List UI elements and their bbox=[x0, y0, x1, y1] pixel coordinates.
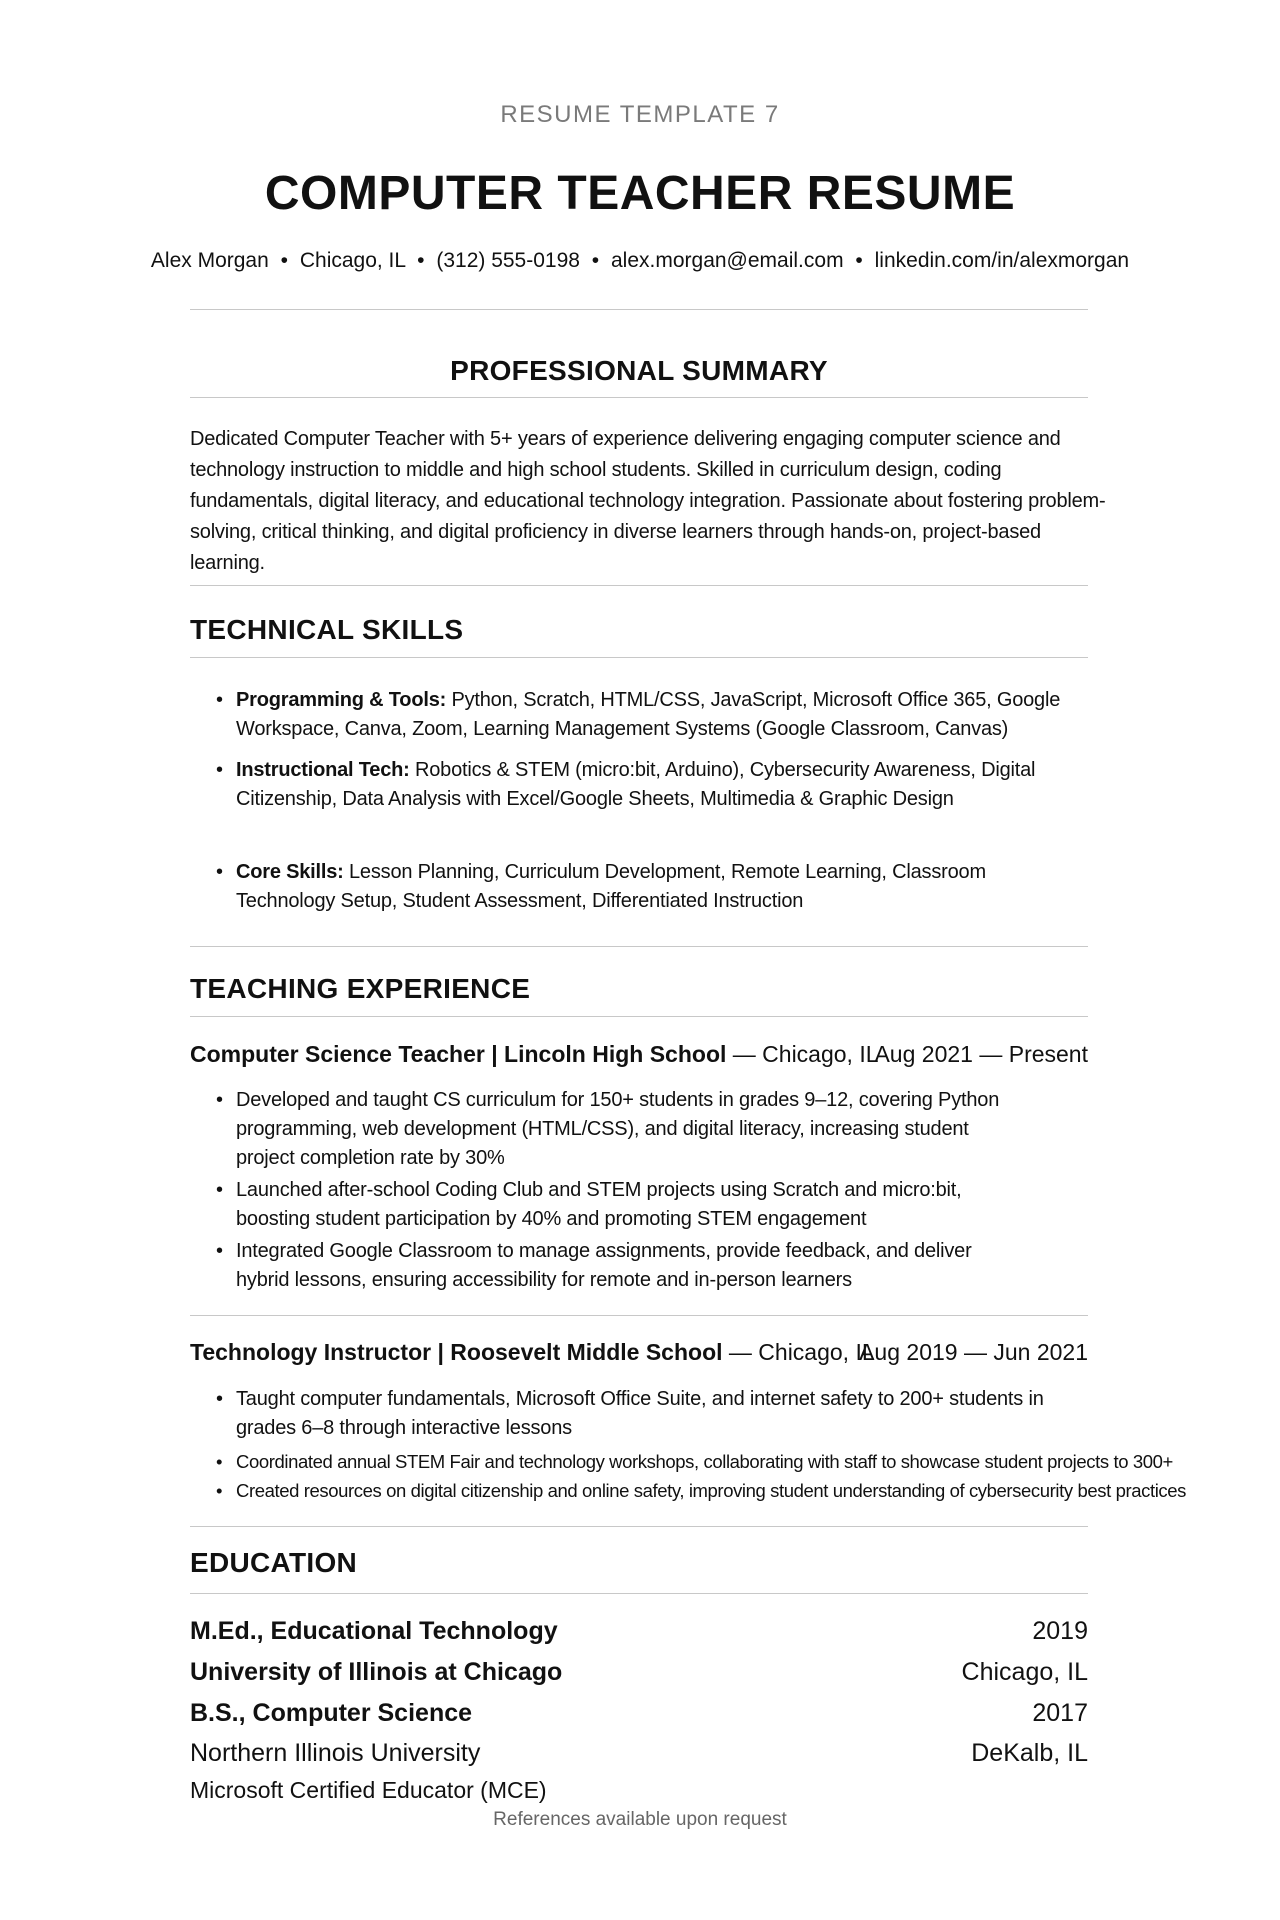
bullet-dot: • bbox=[216, 1179, 223, 1201]
bullet-text: Integrated Google Classroom to manage assignments, provide feedback, and deliver hybrid lessons, ensuring accessibility for remote and in-person learners bbox=[236, 1240, 972, 1291]
job-location: — Chicago, IL bbox=[722, 1339, 875, 1365]
divider bbox=[190, 1016, 1088, 1017]
skill-text: Robotics & STEM (micro:bit, Arduino), Cybersecurity Awareness, Digital Citizenship, Data Analysis with Excel/Google Sheets, Multimedia & Graphic Design bbox=[236, 759, 1036, 810]
skill-label: Instructional Tech: bbox=[236, 759, 410, 781]
bullet-dot: • bbox=[216, 1451, 223, 1472]
divider bbox=[190, 1526, 1088, 1527]
divider bbox=[190, 585, 1088, 586]
school-name: Northern Illinois University bbox=[190, 1739, 481, 1767]
template-label: RESUME TEMPLATE 7 bbox=[500, 101, 780, 128]
contact-email: alex.morgan@email.com bbox=[611, 249, 844, 272]
education-degree bbox=[190, 1699, 1088, 1728]
bullet-text: Developed and taught CS curriculum for 150+ students in grades 9–12, covering Python programming, web development (HTML/CSS), and digital literacy, increasing student project completion rate by 30% bbox=[236, 1089, 1000, 1169]
job-bullets bbox=[190, 1086, 1030, 1295]
job-dates: Aug 2021 — Present bbox=[874, 1041, 1088, 1067]
separator-dot: • bbox=[591, 249, 600, 272]
job-header bbox=[190, 1041, 1088, 1068]
section-heading-experience: TEACHING EXPERIENCE bbox=[190, 973, 531, 1004]
bullet-text: Launched after-school Coding Club and STEM projects using Scratch and micro:bit, boosting student participation by 40% and promoting STEM engagement bbox=[236, 1179, 962, 1230]
divider bbox=[190, 1593, 1088, 1594]
skills-list bbox=[190, 686, 1088, 744]
contact-location: Chicago, IL bbox=[299, 249, 406, 272]
bullet-text: Created resources on digital citizenship and online safety, improving student understanding of cybersecurity best practices bbox=[236, 1480, 1186, 1501]
degree-title: M.Ed., Educational Technology bbox=[190, 1617, 558, 1645]
job-header bbox=[190, 1339, 1088, 1366]
job-dates: Aug 2019 — Jun 2021 bbox=[859, 1339, 1088, 1365]
job-role: Computer Science Teacher | Lincoln High School bbox=[190, 1041, 727, 1067]
separator-dot: • bbox=[280, 249, 288, 272]
contact-name: Alex Morgan bbox=[150, 249, 269, 272]
degree-year: 2017 bbox=[1032, 1699, 1088, 1727]
education-school bbox=[190, 1658, 1088, 1687]
job-bullets bbox=[190, 1447, 1270, 1505]
bullet-dot: • bbox=[216, 689, 223, 711]
section-heading-summary: PROFESSIONAL SUMMARY bbox=[450, 355, 828, 386]
section-heading-skills: TECHNICAL SKILLS bbox=[190, 614, 464, 645]
skill-text: Lesson Planning, Curriculum Development, Remote Learning, Classroom Technology Setup, Student Assessment, Differentiated Instruction bbox=[236, 861, 986, 912]
job-bullet bbox=[190, 1086, 1030, 1173]
skill-item bbox=[190, 756, 1088, 814]
contact-phone: (312) 555-0198 bbox=[436, 249, 580, 272]
job-bullets bbox=[190, 1385, 1070, 1443]
skill-label: Programming & Tools: bbox=[236, 689, 447, 711]
degree-year: 2019 bbox=[1032, 1617, 1088, 1645]
degree-title: B.S., Computer Science bbox=[190, 1699, 473, 1727]
summary-text: Dedicated Computer Teacher with 5+ years of experience delivering engaging computer science and technology instruction to middle and high school students. Skilled in curriculum design, coding fundamentals, digital literacy, and educational technology integration. Passionate about fostering problem-solving, critical thinking, and digital proficiency in diverse learners through hands-on, project-based learning. bbox=[190, 428, 1106, 574]
divider bbox=[190, 657, 1088, 658]
bullet-dot: • bbox=[216, 1388, 223, 1410]
footer-note: References available upon request bbox=[493, 1809, 787, 1830]
bullet-text: Coordinated annual STEM Fair and technology workshops, collaborating with staff to showcase student projects to 300+ bbox=[236, 1451, 1173, 1472]
bullet-text: Taught computer fundamentals, Microsoft Office Suite, and internet safety to 200+ students in grades 6–8 through interactive lessons bbox=[236, 1388, 1044, 1439]
skill-item bbox=[190, 686, 1088, 744]
skills-list bbox=[190, 858, 1088, 916]
job-bullet bbox=[190, 1447, 1270, 1476]
job-bullet bbox=[190, 1176, 1030, 1234]
divider bbox=[190, 946, 1088, 947]
job-bullet bbox=[190, 1476, 1270, 1505]
skills-list bbox=[190, 756, 1088, 814]
education-degree bbox=[190, 1617, 1088, 1646]
school-name: University of Illinois at Chicago bbox=[190, 1658, 563, 1686]
job-bullet bbox=[190, 1385, 1070, 1443]
skill-label: Core Skills: bbox=[236, 861, 344, 883]
school-location: DeKalb, IL bbox=[971, 1739, 1088, 1767]
page-title: COMPUTER TEACHER RESUME bbox=[264, 167, 1016, 220]
bullet-dot: • bbox=[216, 1480, 223, 1501]
contact-line bbox=[0, 249, 1280, 273]
contact-linkedin: linkedin.com/in/alexmorgan bbox=[874, 249, 1130, 272]
skill-item bbox=[190, 858, 1088, 916]
bullet-dot: • bbox=[216, 759, 223, 781]
job-bullet bbox=[190, 1237, 1030, 1295]
section-heading-education: EDUCATION bbox=[190, 1547, 358, 1578]
divider bbox=[190, 309, 1088, 310]
divider bbox=[190, 1315, 1088, 1316]
bullet-dot: • bbox=[216, 1089, 223, 1111]
school-location: Chicago, IL bbox=[961, 1658, 1088, 1686]
skill-text: Python, Scratch, HTML/CSS, JavaScript, Microsoft Office 365, Google Workspace, Canva, Zoom, Learning Management Systems (Google Classroom, Canvas) bbox=[236, 689, 1061, 740]
separator-dot: • bbox=[417, 249, 425, 272]
job-role: Technology Instructor | Roosevelt Middle School bbox=[190, 1339, 723, 1365]
certification-name: Microsoft Certified Educator (MCE) bbox=[190, 1777, 547, 1803]
bullet-dot: • bbox=[216, 861, 223, 883]
job-location: — Chicago, IL bbox=[726, 1041, 879, 1067]
separator-dot: • bbox=[855, 249, 863, 272]
bullet-dot: • bbox=[216, 1240, 223, 1262]
education-school bbox=[190, 1739, 1088, 1768]
divider bbox=[190, 397, 1088, 398]
certification bbox=[190, 1777, 1088, 1804]
